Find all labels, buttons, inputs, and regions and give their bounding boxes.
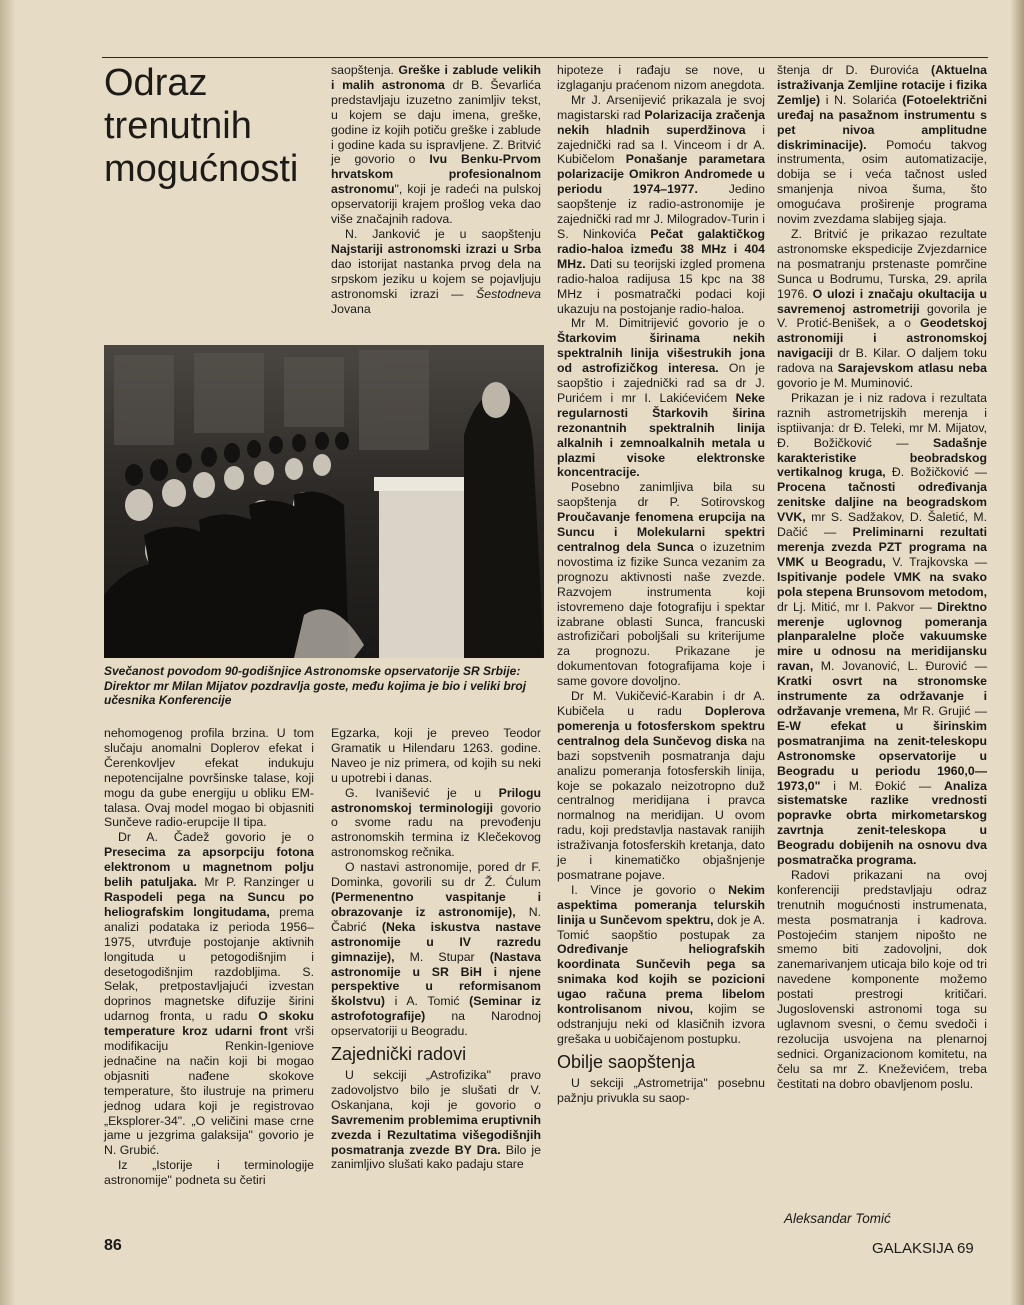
article-paragraph: N. Janković je u saopštenju Najstariji astronomski izrazi u Srba dao istorijat nastanka prvog dela na srpskom jeziku u kojem se pojavljuju astronomski izrazi — Šestodneva Jovana — [331, 226, 541, 316]
page-edge-shadow — [1010, 0, 1024, 1305]
article-paragraph: Dr M. Vukičević-Karabin i dr A. Kubičela u radu Doplerova pomerenja u fotosferskom spektru centralnog dela Sunčevog diska na bazi sopstvenih posmatranja daju analizu pomeranja fotosferskih linija, koje se pokazalo neizotropno duž centralnog meridijana i pravca normalnog na meridijan. U ovom radu, koji predstavlja nastavak ranijih istraživanja fotosferskih kretanja, dato je i kinematičko objašnjenje posmatrane pojave. — [557, 689, 765, 882]
audience-photo-illustration — [104, 345, 544, 658]
article-paragraph: Mr J. Arsenijević prikazala je svoj magistarski rad Polarizacija zračenja nekih hladnih superdžinova i zajednički rad sa I. Vinceom i dr A. Kubičelom Ponašanje parametara polarizacije Omikron Andromede u periodu 1974–1977. Jedino saopštenje iz radio-astronomije je zajednički rad mr J. Milogradov-Turin i S. Ninkovića Pečat galaktičkog radio-haloa između 38 MHz i 404 MHz. Dati su teorijski izgled promena radio-haloa radijusa 15 kpc na 38 MHz i posmatrački podaci koji ukazuju na postojanje radio-haloa. — [557, 92, 765, 316]
article-paragraph: saopštenja. Greške i zablude velikih i malih astronoma dr B. Ševarlića predstavljaju izuzetno zanimljiv tekst, u kojem se daju imena, greške, godine iz kojih potiču greške i zablude i godine kada su ispravljene. Z. Britvić je govorio o Ivu Benku-Prvom hrvatskom profesionalnom astronomu", koji je radeći na pulskoj opservatoriji krajem prošlog veka dao više značajnih radova. — [331, 63, 541, 227]
photo-caption: Svečanost povodom 90-godišnjice Astronomske opservatorije SR Srbije: Direktor mr Milan Mijatov pozdravlja goste, među kojima je bio i veliki broj učesnika Konferencije — [104, 664, 527, 707]
article-paragraph: U sekciji „Astrofizika" pravo zadovoljstvo bilo je slušati dr V. Oskanjana, koji je govorio o Savremenim problemima eruptivnih zvezda i Rezultatima višegodišnjih posmatranja zvezde BY Dra. Bilo je zanimljivo slušati kako padaju stare — [331, 1068, 541, 1172]
article-paragraph: hipoteze i rađaju se nove, u izglaganju praćenom nizom anegdota. — [557, 63, 765, 92]
section-subheading: Obilje saopštenja — [557, 1051, 696, 1072]
article-paragraph: Dr A. Čadež govorio je o Presecima za apsorpciju fotona elektronom u magnetnom polju belih patuljaka. Mr P. Ranzinger u Raspodeli pega na Suncu po heliografskim longitudama, prema analizi podataka iz perioda 1956–1975, utvrđuje postojanje aktivnih longituda u petogodišnjim i desetogodišnjim razdobljima. S. Selak, pretpostavljajući izvestan doprinos magnetske difuzije širini udarnog fronta, u radu O skoku temperature kroz udarni front vrši modifikaciju Renkin-Igeniove jednačine na način koji bi mogao objasniti nađene skokove temperature, što ilustruje na primeru jednog udara koji je registrovao „Eksplorer-34". „O veličini mase crne jame u jezgrima galaksija" govorio je N. Grubić. — [104, 830, 314, 1158]
article-paragraph: Prikazan je i niz radova i rezultata raznih astrometrijskih merenja i isptiivanja: dr Đ. Teleki, mr M. Mijatov, Đ. Božičković — Sadašnje karakteristike beobradskog vertikalnog kruga, Đ. Božičković — Procena tačnosti određivanja zenitske daljine na beogradskom VVK, mr S. Sadžakov, D. Šaletić, M. Dačić — Preliminarni rezultati merenja zvezda PZT programa na VMK u Beogradu, V. Trajkovska — Ispitivanje podele VMK na svako pola stepena Brunsovom metodom, dr Lj. Mitić, mr I. Pakvor — Direktno merenje uglovnog pomeranja planparalelne ploče vakuumske mire u odnosu na meridijansku ravan, M. Jovanović, L. Đurović — Kratki osvrt na stronomske instrumente za održavanje i održavanje vremena, Mr R. Grujić — E-W efekat u širinskim posmatranjima na zenit-teleskopu Astronomske opservatorije u Beogradu u periodu 1960,0—1973,0" i M. Đokić — Analiza sistematske razlike vrednosti popravke obrta mirkometarskog zavrtnja zenit-teleskopa u Beogradu dobijenih na osnovu dva posmatračka programa. — [777, 390, 987, 868]
article-paragraph: štenja dr D. Đurovića (Aktuelna istraživanja Zemljine rotacije i fizika Zemlje) i N. Solarića (Fotoelektrični uređaj na pasažnom instrumentu s pet nivoa amplitudne diskriminacije). Pomoću takvog instrumenta, osim automatizacije, dobija se i veća tačnost usled smanjenja nivoa šuma, što omogućava proširenje programa novim zvezdama slabijeg sjaja. — [777, 63, 987, 227]
article-paragraph: Radovi prikazani na ovoj konferenciji predstavljaju odraz trenutnih mogućnosti instrumenata, mesta posmatranja i kadrova. Postojećim stanjem nipošto ne smemo biti zadovoljni, dok zanemarivanjem uticaja bilo koje od tri navedene komponente možemo postati prestrogi kritičari. Jugoslovenski astronomi toga su uglavnom svesni, o čemu svedoči i rezolucija usvojena na plenarnoj sednici. Organizacionom komitetu, na čelu sa mr Z. Kneževićem, treba čestitati na dobro obavljenom poslu. — [777, 867, 987, 1091]
article-paragraph: Z. Britvić je prikazao rezultate astronomske ekspedicije Zvjezdarnice na posmatranju prstenaste pomrčine Sunca u Bodrumu, Turska, 29. aprila 1976. O ulozi i značaju okultacija u savremenoj astrometriji govorila je V. Protić-Benišek, a o Geodetskoj astronomiji i astronomskoj navigaciji dr B. Kilar. O daljem toku radova na Sarajevskom atlasu neba govorio je M. Muminović. — [777, 226, 987, 391]
article-paragraph: nehomogenog profila brzina. U tom slučaju anomalni Doplerov efekat i Čerenkovljev efekat indukuju nepotencijalne površinske talase, koji mogu da gube energiju u obliku EM-talasa. Ovaj model mogao bi objasniti Sunčeve radio-erupcije II tipa. — [104, 726, 314, 830]
article-paragraph: O nastavi astronomije, pored dr F. Dominka, govorili su dr Ž. Ćulum (Permenentno vaspitanje i obrazovanje iz astronomije), N. Čabrić (Neka iskustva nastave astronomije u IV razredu gimnazije), M. Stupar (Nastava astronomije u SR BiH i njene perspektive u reformisanom školstvu) i A. Tomić (Seminar iz astrofotografije) na Narodnoj opservatoriji u Beogradu. — [331, 860, 541, 1039]
column-1-bottom — [104, 726, 314, 1188]
column-2-top — [331, 63, 541, 316]
event-photo — [104, 345, 544, 658]
column-3 — [557, 63, 765, 1106]
page-number-left: 86 — [104, 1237, 122, 1254]
article-paragraph: G. Ivanišević je u Prilogu astronomskoj terminologiji govorio o svome radu na prevođenju astronomskih termina iz Klečekovog astronomskog rečnika. — [331, 785, 541, 860]
article-paragraph: Iz „Istorije i terminologije astronomije" podneta su četiri — [104, 1158, 314, 1188]
article-paragraph: I. Vince je govorio o Nekim aspektima pomeranja telurskih linija u Sunčevom spektru, dok je A. Tomić saopštio postupak za Određivanje heliografskih koordinata Sunčevih pega sa snimaka kod kojih se pozicioni ugao računa prema libelom kontrolisanom nivou, kojim se odstranjuju neki od klasičnih izvora grešaka u uobičajenom postupku. — [557, 882, 765, 1046]
page-binding-shadow — [0, 0, 16, 1305]
top-rule — [102, 57, 988, 58]
article-paragraph: U sekciji „Astrometrija" posebnu pažnju privukla su saop- — [557, 1075, 765, 1105]
column-2-bottom — [331, 726, 541, 1172]
section-subheading: Zajednički radovi — [331, 1044, 467, 1065]
article-paragraph: Egzarka, koji je preveo Teodor Gramatik u Hilendaru 1263. godine. Naveo je niz primera, od kojih su neki u upotrebi i danas. — [331, 726, 541, 785]
column-4 — [777, 63, 987, 1092]
article-paragraph: Mr M. Dimitrijević govorio je o Štarkovim širinama nekih spektralnih linija višestrukih jona od astrofizičkog interesa. On je saopštio i zajednički rad sa dr J. Purićem i mr I. Lakićevićem Neke regularnosti Štarkovih širina rezonantnih spektralnih linija alkalnih i zemnoalkalnih metala u plazmi visoke elektronske koncentracije. — [557, 316, 765, 480]
article-headline: Odraz trenutnih mogućnosti — [104, 62, 299, 190]
page-folio-right: GALAKSIJA 69 — [872, 1240, 974, 1257]
author-signature: Aleksandar Tomić — [784, 1211, 891, 1226]
article-paragraph: Posebno zanimljiva bila su saopštenja dr P. Sotirovskog Proučavanje fenomena erupcija na Suncu i Molekularni spektri centralnog dela Sunca o izuzetnim novostima iz fizike Sunca vezanim za prognozu aktivnosti naše zvezde. Razvojem instrumenta koji istovremeno daje fotografiju i spektar izabrane oblasti Sunca, francuski astrofizičari poboljšali su kriterijume za prognozu. Prikazane je dokumentovan fotografijama koje i same govore dovoljno. — [557, 480, 765, 689]
